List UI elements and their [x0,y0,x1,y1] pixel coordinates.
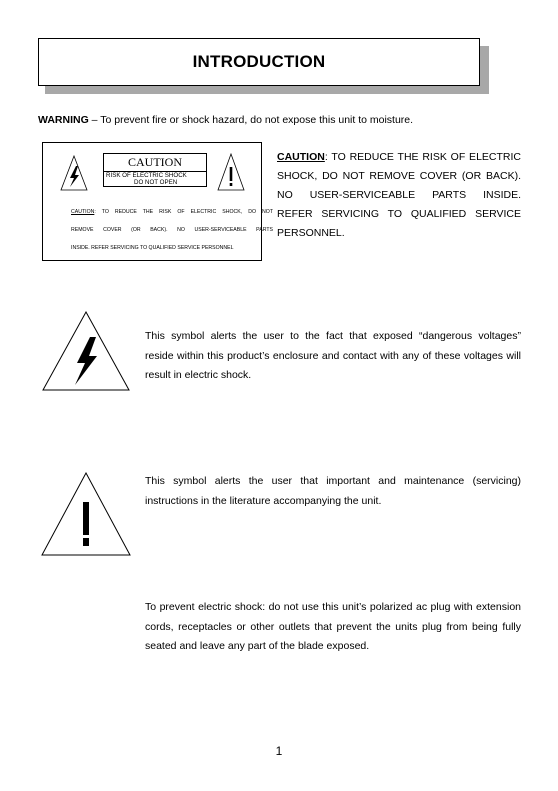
page-number: 1 [275,744,283,758]
caution-line1: CAUTION: TO REDUCE THE RISK OF ELECTRIC [277,151,521,163]
electric-shock-note: To prevent electric shock: do not use this unit’s polarized ac plug with extension cords, receptacles or other outlets that prevent the units plug from being fully seated and leave any part of the blade exposed. [145,601,521,652]
warning-text: – To prevent fire or shock hazard, do not expose this unit to moisture. [88,114,414,126]
caution-sub-line1: RISK OF ELECTRIC SHOCK [106,172,187,179]
caution-line3: NO USER-SERVICEABLE PARTS INSIDE. [277,189,521,201]
title-box [38,38,480,86]
label-small-line1: CAUTION: TO REDUCE THE RISK OF ELECTRIC SHOCK, DO NOT [71,209,273,215]
caution-line4: REFER SERVICING TO QUALIFIED SERVICE [277,208,521,220]
exclamation-icon [41,472,131,556]
lightning-bolt-icon [60,155,88,191]
label-small-caution: CAUTION [71,209,95,215]
lightning-symbol-description: This symbol alerts the user to the fact that exposed “dangerous voltages” reside within this product’s enclosure and contact with any of these voltages will result in electric shock. [145,330,521,381]
caution-line2: SHOCK, DO NOT REMOVE COVER (OR BACK). [277,170,521,182]
caution-sub-line2: DO NOT OPEN [134,179,178,186]
caution-heading: CAUTION [128,155,182,169]
caution-box [103,153,207,187]
warning-line [38,114,518,126]
lightning-bolt-icon [42,311,130,391]
label-small-line2: REMOVE COVER (OR BACK). NO USER-SERVICEABLE PARTS [71,227,273,233]
warning-label: WARNING [38,114,89,126]
page-title: INTRODUCTION [192,52,326,71]
caution-paragraph [277,148,521,243]
exclamation-icon [217,153,245,191]
caution-line5: PERSONNEL. [277,227,345,239]
caution-label [42,142,273,261]
exclamation-symbol-description: This symbol alerts the user that important and maintenance (servicing) instructions in the literature accompanying the unit. [145,475,521,507]
label-small-line3: INSIDE. REFER SERVICING TO QUALIFIED SERVICE PERSONNEL [71,245,234,251]
